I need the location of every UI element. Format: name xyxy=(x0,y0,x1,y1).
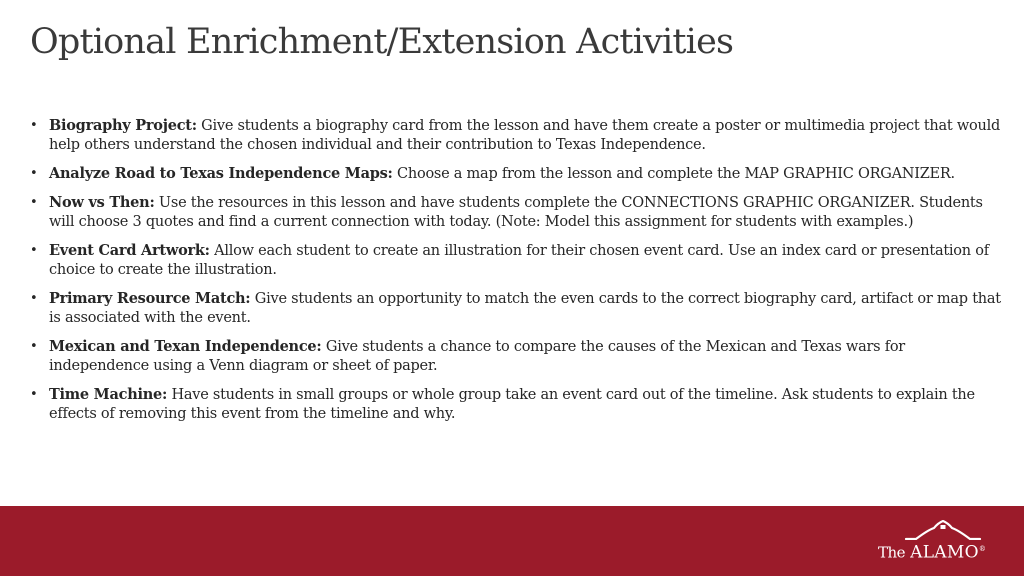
logo-wordmark xyxy=(878,539,986,562)
bullet-icon: • xyxy=(30,243,38,258)
activity-description: Use the resources in this lesson and have students complete the CONNECTIONS GRAPHIC ORGANIZER. Students will choose 3 quotes and find a current connection with today. (Note: Model this assignment for students with examples.) xyxy=(49,195,983,230)
activity-term: Time Machine: xyxy=(49,386,168,403)
activity-description: Choose a map from the lesson and complete the MAP GRAPHIC ORGANIZER. xyxy=(392,166,955,182)
list-item xyxy=(30,241,1002,280)
activity-description: Give students an opportunity to match the even cards to the correct biography card, artifact or map that is associated with the event. xyxy=(49,291,1001,326)
activity-list xyxy=(30,116,1002,433)
list-item xyxy=(30,164,1002,184)
bullet-icon: • xyxy=(30,339,38,354)
activity-description: Allow each student to create an illustration for their chosen event card. Use an index card or presentation of choice to create the illustration. xyxy=(49,243,989,278)
list-item xyxy=(30,289,1002,328)
list-item xyxy=(30,116,1002,155)
bullet-icon: • xyxy=(30,195,38,210)
activity-description: Give students a chance to compare the causes of the Mexican and Texas wars for independence using a Venn diagram or sheet of paper. xyxy=(49,339,905,374)
list-item xyxy=(30,337,1002,376)
bullet-icon: • xyxy=(30,166,38,181)
alamo-logo xyxy=(878,520,986,564)
list-item xyxy=(30,193,1002,232)
activity-description: Give students a biography card from the lesson and have them create a poster or multimedia project that would help others understand the chosen individual and their contribution to Texas Independence. xyxy=(49,118,1000,153)
registered-mark: ® xyxy=(978,545,986,553)
activity-term: Primary Resource Match: xyxy=(49,290,251,307)
activity-term: Biography Project: xyxy=(49,117,197,134)
activity-term: Mexican and Texan Independence: xyxy=(49,338,322,355)
activity-term: Event Card Artwork: xyxy=(49,242,210,259)
bullet-icon: • xyxy=(30,291,38,306)
logo-name: ALAMO xyxy=(910,542,979,563)
footer-band xyxy=(0,506,1024,576)
logo-the: The xyxy=(878,543,906,562)
bullet-icon: • xyxy=(30,387,38,402)
bullet-icon: • xyxy=(30,118,38,133)
alamo-facade-icon xyxy=(904,520,982,540)
list-item xyxy=(30,385,1002,424)
activity-term: Analyze Road to Texas Independence Maps: xyxy=(49,165,393,182)
activity-description: Have students in small groups or whole group take an event card out of the timeline. Ask students to explain the effects of removing this event from the timeline and why. xyxy=(49,387,975,422)
slide-title: Optional Enrichment/Extension Activities xyxy=(30,22,734,62)
activity-term: Now vs Then: xyxy=(49,194,155,211)
